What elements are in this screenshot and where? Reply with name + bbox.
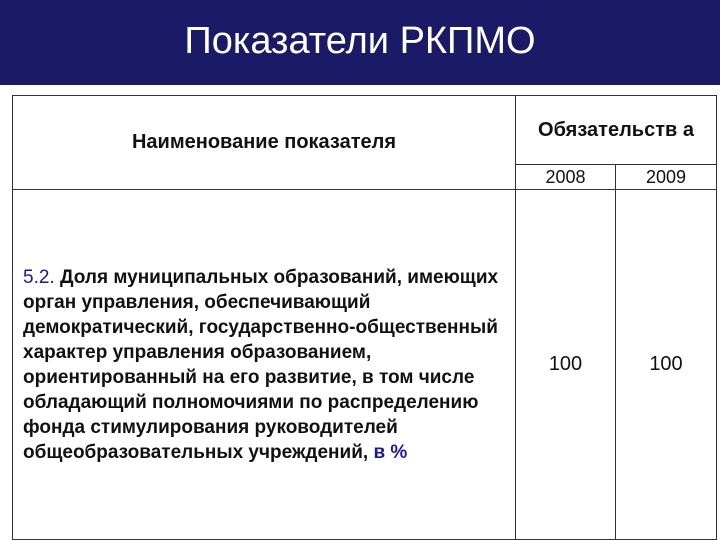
table-header-row [13, 96, 717, 165]
name-column-header: Наименование показателя [13, 96, 516, 190]
value-2008: 100 [516, 190, 616, 540]
indicators-table [12, 95, 717, 540]
page-title: Показатели РКПМО [184, 20, 536, 62]
obligations-column-header: Обязательств а [516, 96, 717, 165]
year-header-2008: 2008 [516, 165, 616, 190]
indicator-text: Доля муниципальных образований, имеющих орган управления, обеспечивающий демократический, государственно-общественный характер управления образованием, ориентированный на его развитие, в том числе обладающий полномочиями по распределению фонда стимулирования руководителей общеобразовательных учреждений, [23, 266, 499, 463]
indicator-description [13, 190, 516, 540]
indicator-unit: в % [373, 441, 408, 463]
indicator-number: 5.2. [23, 266, 55, 288]
table-row [13, 190, 717, 540]
value-2009: 100 [616, 190, 717, 540]
title-bar [0, 0, 720, 85]
year-header-2009: 2009 [616, 165, 717, 190]
